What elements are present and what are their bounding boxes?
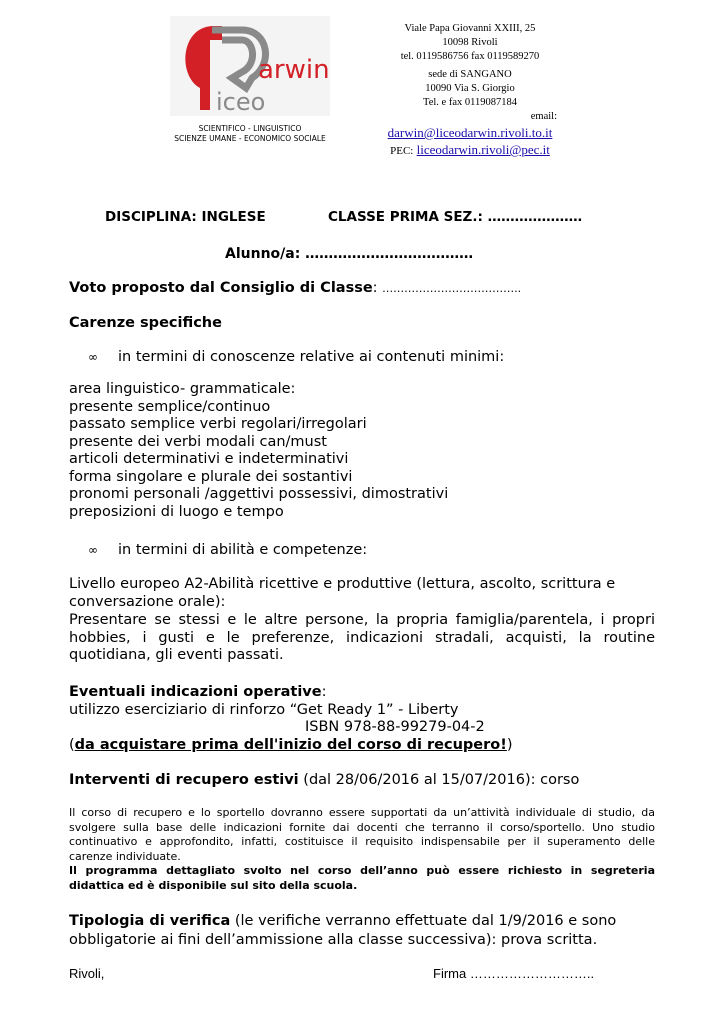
school-type-line: SCIENTIFICO - LINGUISTICO xyxy=(198,124,302,133)
tipologia-text: (le verifiche verranno effettuate dal 1/9/2016 e sono obbligatorie ai fini dell’ammissione alla classe successiva): prova scritta. xyxy=(69,913,617,948)
pec-row xyxy=(355,141,585,160)
svg-text:arwin: arwin xyxy=(258,55,330,85)
infinity-bullet-icon: ∞ xyxy=(88,543,98,557)
list-item: articoli determinativi e indeterminativi xyxy=(69,451,349,467)
email-link[interactable]: darwin@liceodarwin.rivoli.to.it xyxy=(387,125,553,140)
paren-open: ( xyxy=(69,736,75,753)
classe-sezione: CLASSE PRIMA SEZ.: ………………… xyxy=(328,209,583,225)
list-item: pronomi personali /aggettivi possessivi, dimostrativi xyxy=(69,486,449,502)
interventi-title: Interventi di recupero estivi xyxy=(69,772,299,788)
programma-text: Il programma dettagliato svolto nel corso dell’anno può essere richiesto in segreteria didattica ed è disponibile sul sito della scuola. xyxy=(69,864,655,892)
eserciziario-line: utilizzo eserciziario di rinforzo “Get Ready 1” - Liberty xyxy=(69,701,459,718)
place: Rivoli, xyxy=(69,966,105,981)
phones: tel. 0119586756 fax 0119589270 xyxy=(400,51,540,62)
alunno: Alunno/a: ……………………………… xyxy=(225,246,474,262)
interventi-line xyxy=(69,772,579,790)
svg-text:iceo: iceo xyxy=(216,88,266,116)
email-row xyxy=(355,124,585,141)
bullet-text: in termini di conoscenze relative ai contenuti minimi: xyxy=(118,349,505,365)
pec-link[interactable]: liceodarwin.rivoli@pec.it xyxy=(416,142,550,157)
list-item: forma singolare e plurale dei sostantivi xyxy=(69,468,353,485)
school-type-line: SCIENZE UMANE - ECONOMICO SOCIALE xyxy=(174,134,326,143)
corso-text: Il corso di recupero e lo sportello dovranno essere supportati da un’attività individuale di studio, da svolgere sulla base delle indicazioni fornite dai docenti che terranno il corso/sportello. Uno studio continuativo e approfondito, infatti, costituisce il requisito indispensabile per il superamento delle carenze individuate. xyxy=(69,806,655,863)
voto-dots: ……………………………….. xyxy=(382,282,522,295)
email-label: email: xyxy=(530,111,557,122)
list-item: presente semplice/continuo xyxy=(69,398,271,415)
acquisto-line xyxy=(69,737,655,755)
pec-label: PEC: xyxy=(390,145,414,157)
bullet-text: in termini di abilità e competenze: xyxy=(118,542,368,558)
interventi-text: (dal 28/06/2016 al 15/07/2016): corso xyxy=(298,772,580,788)
infinity-bullet-icon: ∞ xyxy=(88,350,98,364)
livello-text: Livello europeo A2-Abilità ricettive e produttive (lettura, ascolto, scrittura e conversazione orale): xyxy=(69,576,616,610)
sede-address: 10090 Via S. Giorgio xyxy=(425,83,515,94)
list-item: passato semplice verbi regolari/irregolari xyxy=(69,416,367,432)
paren-close: ) xyxy=(506,736,513,753)
bullet-abilita xyxy=(88,542,367,560)
isbn-line: ISBN 978-88-99279-04-2 xyxy=(305,719,485,735)
presentare-text: Presentare se stessi e le altre persone, la propria famiglia/parentela, i propri hobbies, i gusti e le preferenze, indicazioni stradali, acquisti, la routine quotidiana, gli eventi passati. xyxy=(69,612,655,663)
sede: sede di SANGANO xyxy=(428,69,512,80)
voto-label: Voto proposto dal Consiglio di Classe xyxy=(69,280,373,296)
list-item: area linguistico- grammaticale: xyxy=(69,381,296,397)
sede-phone: Tel. e fax 0119087184 xyxy=(423,97,517,108)
indicazioni-colon: : xyxy=(321,684,327,700)
address: Viale Papa Giovanni XXIII, 25 xyxy=(404,23,536,34)
voto-line xyxy=(69,280,521,296)
tipologia-block xyxy=(69,912,649,950)
voto-colon: : xyxy=(372,280,383,296)
contenuti-list xyxy=(69,381,649,521)
contact-block xyxy=(355,22,585,160)
school-logo xyxy=(170,16,330,116)
indicazioni-title: Eventuali indicazioni operative xyxy=(69,684,322,700)
indicazioni-block xyxy=(69,684,655,754)
list-item: presente dei verbi modali can/must xyxy=(69,433,327,450)
list-item: preposizioni di luogo e tempo xyxy=(69,503,284,520)
acquisto-text: da acquistare prima dell'inizio del corso di recupero! xyxy=(74,736,507,753)
tipologia-title: Tipologia di verifica xyxy=(69,913,231,929)
bullet-conoscenze xyxy=(88,349,504,367)
disciplina: DISCIPLINA: INGLESE xyxy=(105,209,266,225)
city: 10098 Rivoli xyxy=(442,37,498,48)
carenze-title: Carenze specifiche xyxy=(69,315,222,331)
school-type-lines xyxy=(160,124,340,144)
firma: Firma ……………………….. xyxy=(433,966,595,981)
